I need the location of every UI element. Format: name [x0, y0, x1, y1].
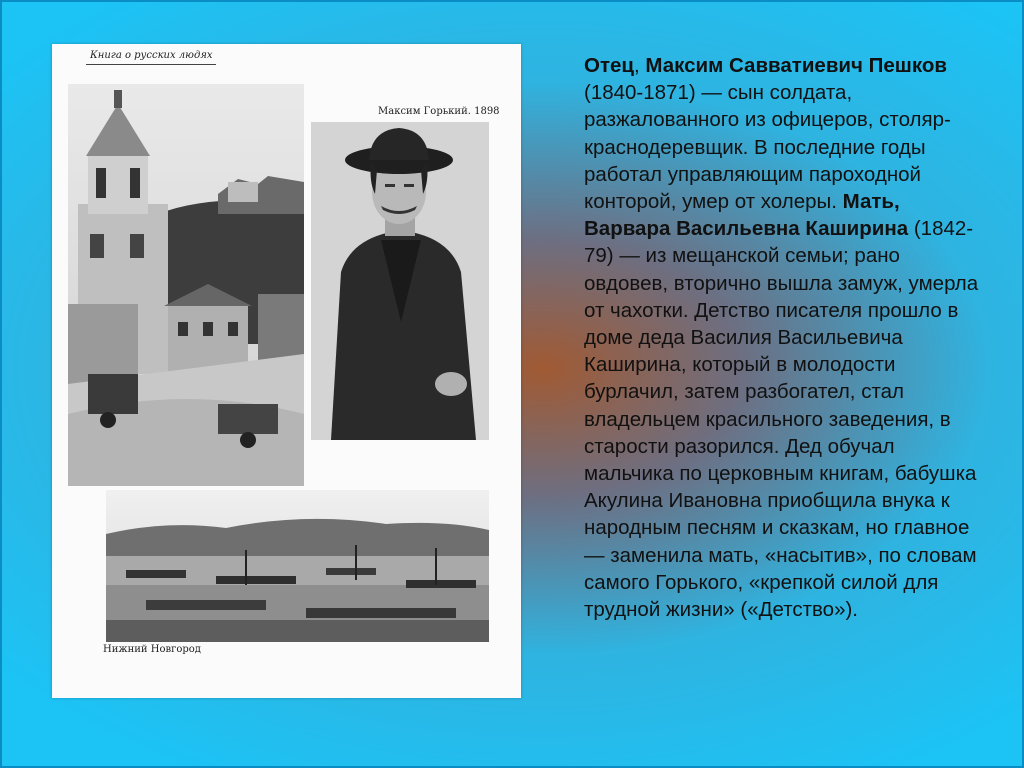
portrait-photo — [311, 122, 489, 440]
mother-and-childhood-description: (1842-79) — из мещанской семьи; рано овдовев, вторично вышла замуж, умерла от чахотки. Детство писателя прошло в доме деда Василия Васильевича Каширина, который в молодости бурлачил, затем разбогател, стал владельцем красильного заведения, в старости разорился. Дед обучал мальчика по церковным книгам, бабушка Акулина Ивановна приобщила внука к народным песням и сказкам, но главное — заменила мать, «насытив», по словам самого Горького, «крепкой силой для трудной жизни» («Детство»). — [584, 217, 979, 622]
father-label: Отец — [584, 54, 634, 77]
father-name: Максим Савватиевич Пешков — [645, 54, 947, 77]
river-panorama-photo — [106, 490, 489, 642]
header-rule — [86, 64, 216, 65]
book-page-scan — [52, 44, 521, 698]
church-street-photo — [68, 84, 304, 486]
portrait-caption: Максим Горький. 1898 — [378, 106, 500, 117]
mother-name: Мать, Варвара Васильевна Каширина — [584, 190, 909, 241]
city-caption: Нижний Новгород — [103, 644, 201, 655]
running-head: Книга о русских людях — [90, 50, 213, 61]
separator: , — [634, 54, 646, 77]
father-description: (1840-1871) — сын солдата, разжалованного из офицеров, столяр-краснодеревщик. В последние годы работал управляющим пароходной конторой, умер от холеры. — [584, 81, 951, 214]
biography-text — [584, 52, 979, 623]
